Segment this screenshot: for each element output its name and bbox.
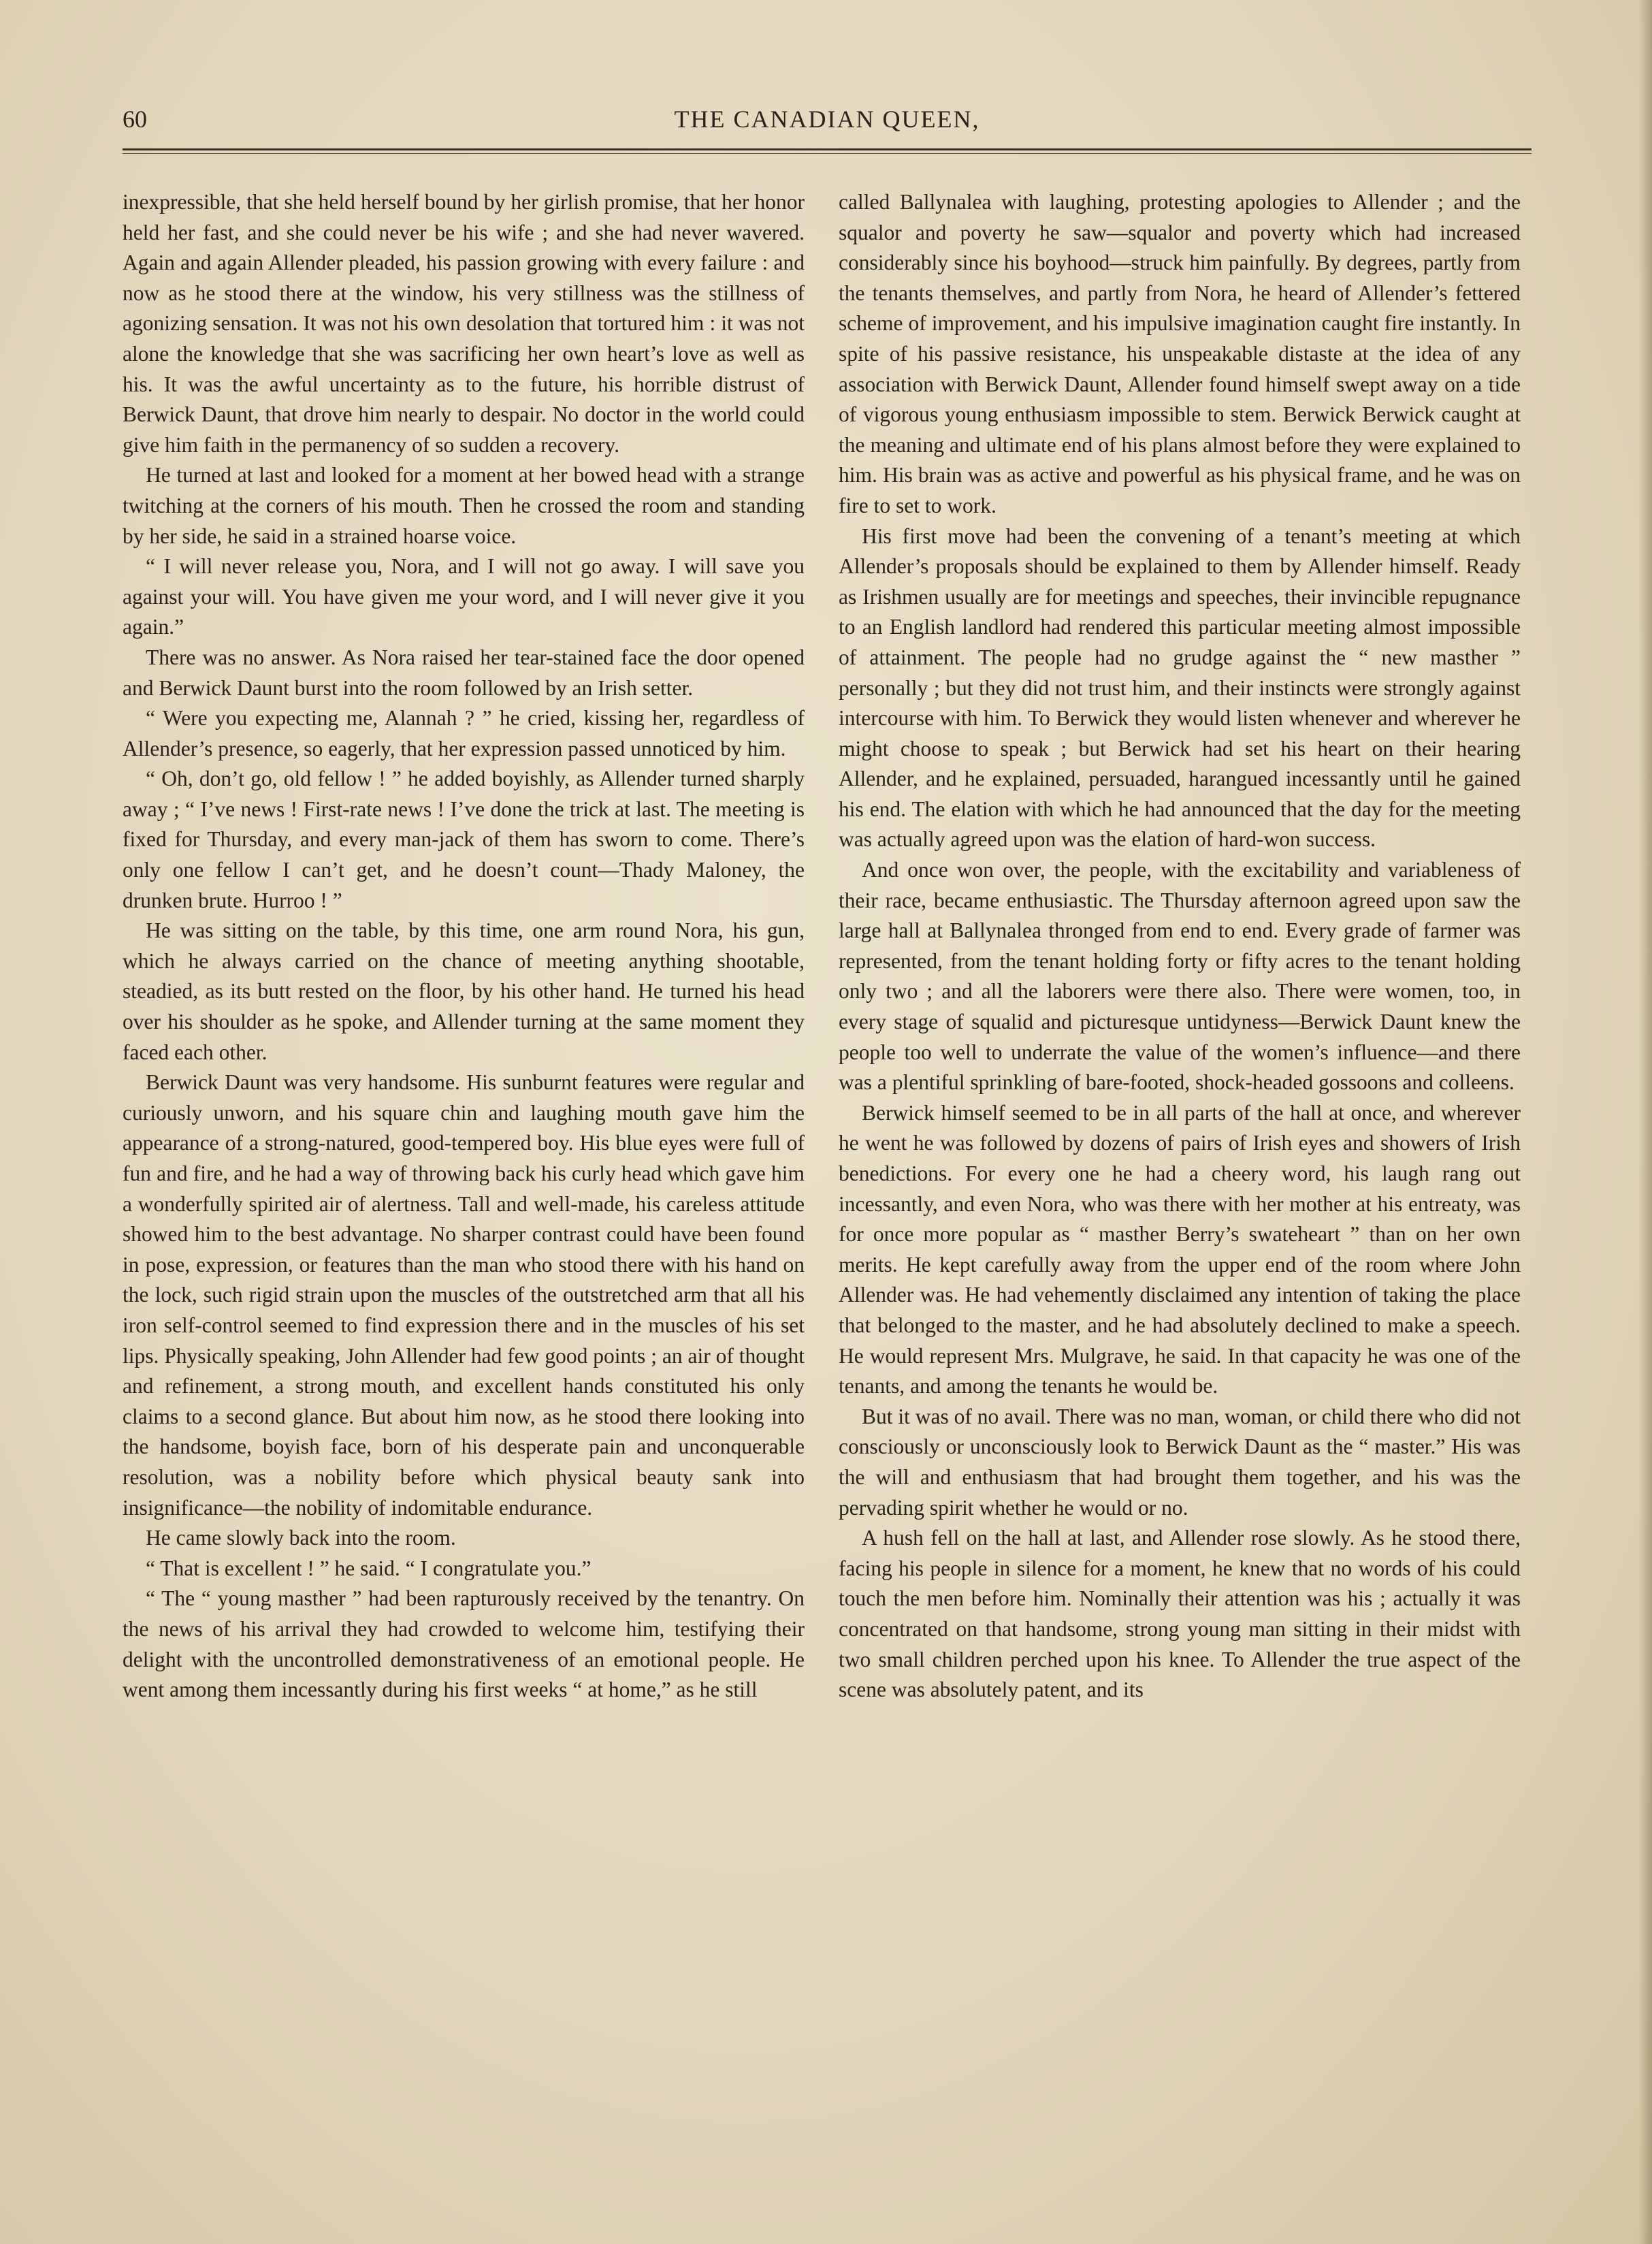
paragraph: called Ballynalea with laughing, protesting apologies to Allender ; and the squalor and poverty he saw—squalor and poverty which had increased considerably since his boyhood—struck him painfully. By degrees, partly from the tenants themselves, and partly from Nora, he heard of Allender’s fettered scheme of improvement, and his impulsive imagination caught fire instantly. In spite of his passive resistance, his unspeakable distaste at the idea of any association with Berwick Daunt, Allender found himself swept away on a tide of vigorous young enthusiasm impossible to stem. Berwick Berwick caught at the meaning and ultimate end of his plans almost before they were explained to him. His brain was as active and powerful as his physical frame, and he was on fire to set to work. [839, 190, 1521, 517]
paragraph: “ The “ young masther ” had been rapturously received by the tenantry. On the news of his arrival they had crowded to welcome him, testifying their delight with the uncontrolled demonstrativeness of an emotional people. He went among them incessantly during his first weeks “ at home,” as he still [123, 1586, 805, 1702]
paragraph: Berwick Daunt was very handsome. His sunburnt features were regular and curiously unworn, and his square chin and laughing mouth gave him the appearance of a strong-natured, good-tempered boy. His blue eyes were full of fun and fire, and he had a way of throwing back his curly head which gave him a wonderfully spirited air of alertness. Tall and well-made, his careless attitude showed him to the best advantage. No sharper contrast could have been found in pose, expression, or features than the man who stood there with his hand on the lock, such rigid strain upon the muscles of the outstretched arm that all his iron self-control seemed to find expression there and in the muscles of his set lips. Physically speaking, John Allender had few good points ; an air of thought and refinement, a strong mouth, and excellent hands constituted his only claims to a second glance. But about him now, as he stood there looking into the handsome, boyish face, born of his desperate pain and unconquerable resolution, was a nobility before which physical beauty sank into insignificance—the nobility of indomitable endurance. [123, 1070, 805, 1520]
running-head: THE CANADIAN QUEEN, [674, 106, 980, 133]
paragraph: “ I will never release you, Nora, and I will not go away. I will save you against your will. You have given me your word, and I will never give it you again.” [123, 554, 805, 639]
paragraph: But it was of no avail. There was no man, woman, or child there who did not consciously or unconsciously look to Berwick Daunt as the “ master.” His was the will and enthusiasm that had brought them together, and his was the pervading spirit whether he would or no. [839, 1404, 1521, 1520]
right-column [839, 187, 1521, 2100]
paragraph: And once won over, the people, with the excitability and variableness of their race, became enthusiastic. The Thursday afternoon agreed upon saw the large hall at Ballynalea thronged from end to end. Every grade of farmer was represented, from the tenant holding forty or fifty acres to the tenant holding only two ; and all the laborers were there also. There were women, too, in every stage of squalid and picturesque untidyness—Berwick Daunt knew the people too well to underrate the value of the women’s influence—and there was a plentiful sprinkling of bare-footed, shock-headed gossoons and colleens. [839, 858, 1521, 1095]
paragraph: “ Oh, don’t go, old fellow ! ” he added boyishly, as Allender turned sharply away ; “ I’ve news ! First-rate news ! I’ve done the trick at last. The meeting is fixed for Thursday, and every man-jack of them has sworn to come. There’s only one fellow I can’t get, and he doesn’t count—Thady Maloney, the drunken brute. Hurroo ! ” [123, 767, 805, 912]
paragraph: His first move had been the convening of a tenant’s meeting at which Allender’s proposals should be explained to them by Allender himself. Ready as Irishmen usually are for meetings and speeches, their invincible repugnance to an English landlord had rendered this particular meeting almost impossible of attainment. The people had no grudge against the “ new masther ” personally ; but they did not trust him, and their instincts were strongly against intercourse with him. To Berwick they would listen whenever and wherever he might choose to speak ; but Berwick had set his heart on their hearing Allender, and he explained, persuaded, harangued incessantly until he gained his end. The elation with which he had announced that the day for the meeting was actually agreed upon was the elation of hard-won success. [839, 524, 1521, 852]
paragraph: There was no answer. As Nora raised her tear-stained face the door opened and Berwick Daunt burst into the room followed by an Irish setter. [123, 645, 805, 700]
paragraph: Berwick himself seemed to be in all parts of the hall at once, and wherever he went he was followed by dozens of pairs of Irish eyes and showers of Irish benedictions. For every one he had a cheery word, his laugh rang out incessantly, and even Nora, who was there with her mother at his entreaty, was for once more popular as “ masther Berry’s swateheart ” than on her own merits. He kept carefully away from the upper end of the room where John Allender was. He had vehemently disclaimed any intention of taking the place that belonged to the master, and he had absolutely declined to make a speech. He would represent Mrs. Mulgrave, he said. In that capacity he was one of the tenants, and among the tenants he would be. [839, 1100, 1521, 1398]
paragraph: He came slowly back into the room. [146, 1526, 456, 1550]
paragraph: inexpressible, that she held herself bound by her girlish promise, that her honor held her fast, and she could never be his wife ; and she had never wavered. Again and again Allender pleaded, his passion growing with every failure : and now as he stood there at the window, his very stillness was the stillness of agonizing sensation. It was not his own desolation that tortured him : it was not alone the knowledge that she was sacrificing her own heart’s love as well as his. It was the awful uncertainty as to the future, his horrible distrust of Berwick Daunt, that drove him nearly to despair. No doctor in the world could give him faith in the permanency of so sudden a recovery. [123, 190, 805, 457]
paragraph: “ Were you expecting me, Alannah ? ” he cried, kissing her, regardless of Allender’s presence, so eagerly, that her expression passed unnoticed by him. [123, 706, 805, 760]
paragraph: He turned at last and looked for a moment at her bowed head with a strange twitching at the corners of his mouth. Then he crossed the room and standing by her side, he said in a strained hoarse voice. [123, 463, 805, 548]
header-rule [123, 148, 1532, 150]
header-rule-thin [123, 153, 1532, 154]
left-column [123, 187, 805, 2100]
page-number: 60 [123, 106, 147, 133]
page-edge-shadow [1638, 0, 1652, 2244]
paragraph: “ That is excellent ! ” he said. “ I congratulate you.” [146, 1556, 592, 1580]
page-header [123, 95, 1532, 150]
paragraph: A hush fell on the hall at last, and Allender rose slowly. As he stood there, facing his people in silence for a moment, he knew that no words of his could touch the men before him. Nominally their attention was his ; actually it was concentrated on that handsome, strong young man sitting in their midst with two small children perched upon his knee. To Allender the true aspect of the scene was absolutely patent, and its [839, 1526, 1521, 1702]
paragraph: He was sitting on the table, by this time, one arm round Nora, his gun, which he always carried on the chance of meeting anything shootable, steadied, as its butt rested on the floor, by his other hand. He turned his head over his shoulder as he spoke, and Allender turning at the same moment they faced each other. [123, 918, 805, 1064]
